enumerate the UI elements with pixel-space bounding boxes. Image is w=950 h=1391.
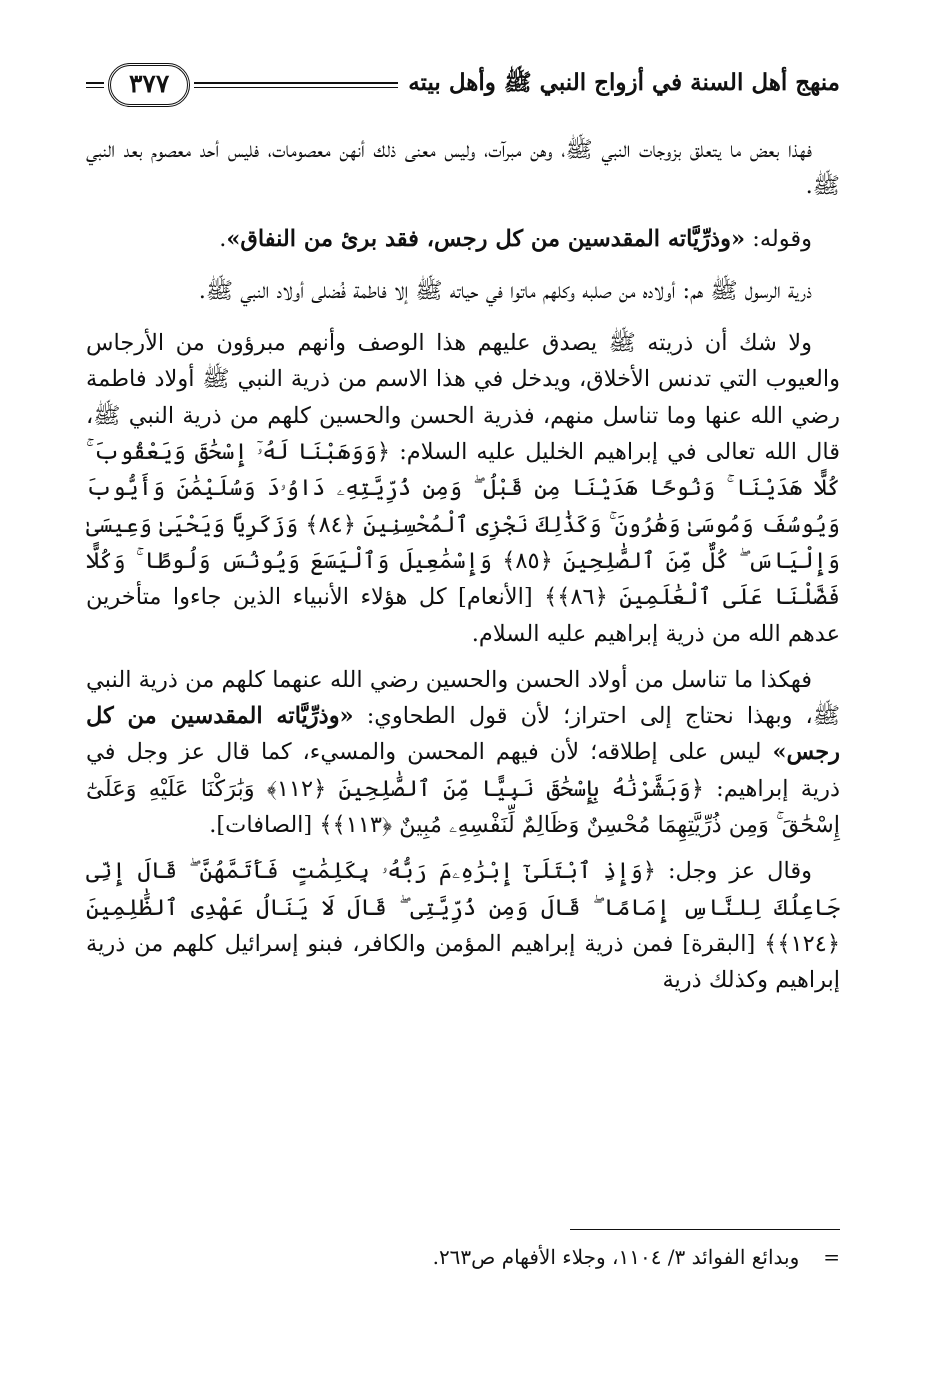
- paragraph-2-prefix: وقوله:: [745, 225, 812, 252]
- quran-verse-saffat: ﴿وَبَشَّرْنَٰهُ بِإِسْحَٰقَ نَبِيًّا مِّنَ ٱلصَّٰلِحِينَ ﴿١١٢﴾ وَبَٰرَكْنَا عَلَيْهِ وَعَلَىٰٓ إِسْحَٰقَ ۚ وَمِن ذُرِّيَّتِهِمَا مُحْسِنٌ وَظَالِمٌ لِّنَفْسِهِۦ مُبِينٌ ﴿١١٣﴾﴾: [86, 775, 840, 839]
- paragraph-6: [86, 853, 840, 998]
- tahawi-quote: «وذرِّيَّاته المقدسين من كل رجس»: [86, 703, 840, 766]
- footnote-divider: [570, 1229, 840, 1230]
- paragraph-1: فهذا بعض ما يتعلق بزوجات النبي ﷺ، وهن مبرآت، وليس معنى ذلك أنهن معصومات، فليس أحد معصوم بعد النبي ﷺ.: [86, 137, 840, 200]
- paragraph-4-tail: كل هؤلاء الأنبياء الذين جاءوا متأخرين عدهم الله من ذرية إبراهيم عليه السلام.: [86, 584, 840, 647]
- paragraph-3: ذرية الرسول ﷺ هم: أولاده من صلبه وكلهم ماتوا في حياته ﷺ إلا فاطمة فُضلى أولاد النبي ﷺ.: [198, 277, 812, 304]
- quran-verse-baqara: ﴿وَإِذِ ٱبْتَلَىٰٓ إِبْرَٰهِۦمَ رَبُّهُۥ بِكَلِمَٰتٍ فَأَتَمَّهُنَّ ۖ قَالَ إِنِّى جَاعِلُكَ لِلنَّاسِ إِمَامًا ۖ قَالَ وَمِن ذُرِّيَّتِى ۖ قَالَ لَا يَنَالُ عَهْدِى ٱلظَّٰلِمِينَ ﴿١٢٤﴾﴾: [86, 858, 840, 957]
- footnote: [86, 1242, 840, 1272]
- paragraph-4: [86, 325, 840, 652]
- paragraph-2: [86, 221, 840, 257]
- main-text: [86, 132, 840, 999]
- surah-ref-baqara: [البقرة]: [673, 930, 765, 957]
- footnote-text: وبدائع الفوائد ٣/ ١١٠٤، وجلاء الأفهام ص٢٦٣.: [432, 1245, 800, 1269]
- header-rule-right: [194, 82, 398, 88]
- paragraph-5-text-b: ليس على إطلاقه؛ لأن فيهم المحسن والمسيء، كما قال عز وجل في ذرية إبراهيم:: [86, 739, 840, 802]
- footnote-continuation-mark: =: [823, 1245, 840, 1269]
- surah-ref-anam: [الأنعام]: [446, 584, 545, 611]
- paragraph-6-text-a: وقال عز وجل:: [655, 858, 813, 885]
- book-page: [86, 60, 840, 1360]
- paragraph-4-text: ولا شك أن ذريته ﷺ يصدق عليهم هذا الوصف وأنهم مبرؤون من الأرجاس والعيوب التي تدنس الأخلاق، ويدخل في هذا الاسم من ذرية النبي ﷺ أولاد فاطمة رضي الله عنها وما تناسل منهم، فذرية الحسن والحسين كلهم من ذرية النبي ﷺ، قال الله تعالى في إبراهيم الخليل عليه السلام:: [86, 330, 841, 466]
- header-rule-left: [86, 82, 104, 88]
- paragraph-5: [86, 662, 840, 843]
- paragraph-2-suffix: .: [219, 225, 227, 252]
- page-number-ornament: [86, 63, 398, 107]
- surah-ref-saffat: [الصافات].: [209, 812, 320, 839]
- page-header: [86, 60, 840, 110]
- paragraph-5-text-a: فهكذا ما تناسل من أولاد الحسن والحسين رضي الله عنهما كلهم من ذرية النبي ﷺ، وبهذا نحتاج إلى احتراز؛ لأن قول الطحاوي:: [86, 666, 840, 730]
- aqida-quote: «وذرِّيَّاته المقدسين من كل رجس، فقد برئ من النفاق»: [226, 225, 746, 252]
- running-title: منهج أهل السنة في أزواج النبي ﷺ وأهل بيته: [408, 69, 840, 96]
- page-number: ٣٧٧: [108, 63, 190, 107]
- quran-verse-anam: ﴿وَوَهَبْنَا لَهُۥٓ إِسْحَٰقَ وَيَعْقُوبَ ۚ كُلًّا هَدَيْنَا ۚ وَنُوحًا هَدَيْنَا مِن قَبْلُ ۖ وَمِن ذُرِّيَّتِهِۦ دَاوُۥدَ وَسُلَيْمَٰنَ وَأَيُّوبَ وَيُوسُفَ وَمُوسَىٰ وَهَٰرُونَ ۚ وَكَذَٰلِكَ نَجْزِى ٱلْمُحْسِنِينَ ﴿٨٤﴾ وَزَكَرِيَّا وَيَحْيَىٰ وَعِيسَىٰ وَإِلْيَاسَ ۖ كُلٌّ مِّنَ ٱلصَّٰلِحِينَ ﴿٨٥﴾ وَإِسْمَٰعِيلَ وَٱلْيَسَعَ وَيُونُسَ وَلُوطًا ۚ وَكُلًّا فَضَّلْنَا عَلَى ٱلْعَٰلَمِينَ ﴿٨٦﴾﴾: [86, 439, 840, 611]
- paragraph-6-tail: فمن ذرية إبراهيم المؤمن والكافر، فبنو إسرائيل كلهم من ذرية إبراهيم وكذلك ذرية: [86, 930, 840, 994]
